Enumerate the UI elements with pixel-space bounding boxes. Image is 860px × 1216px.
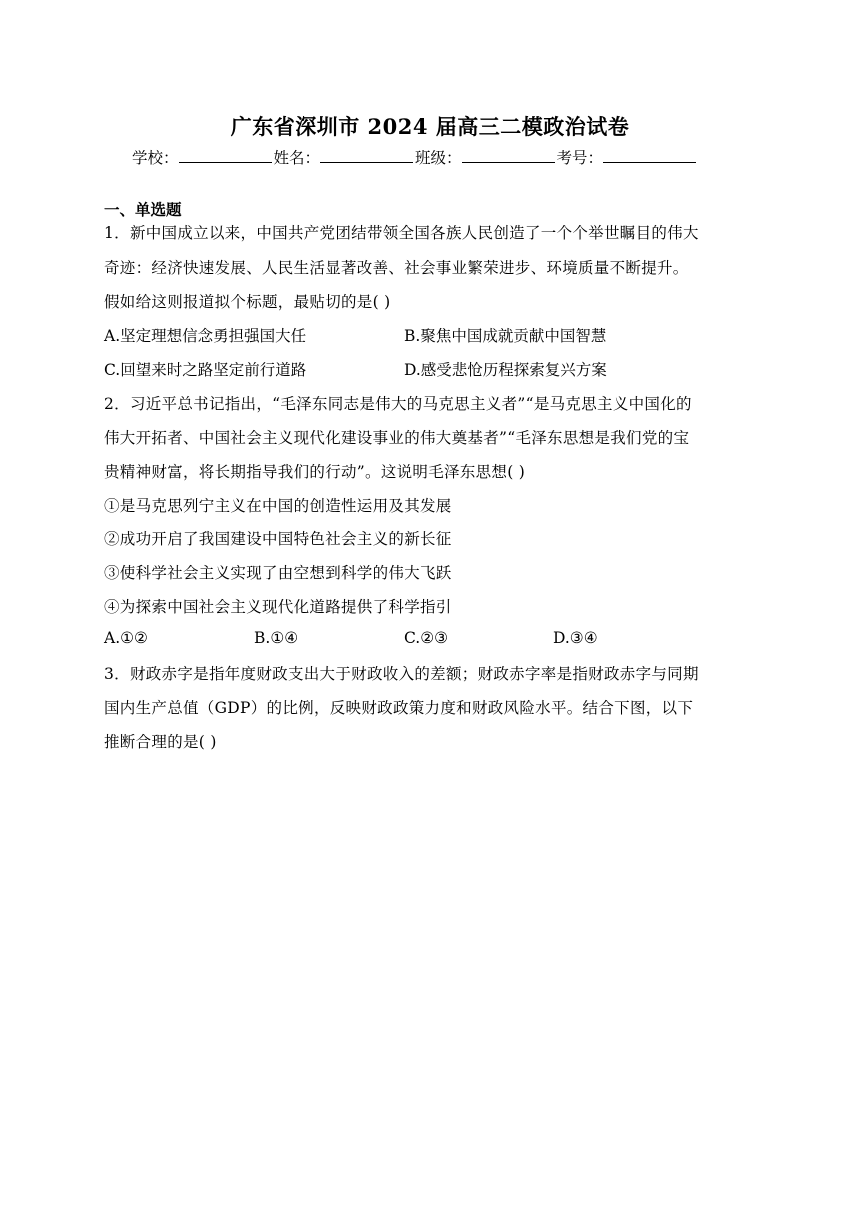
- q1-line-3: 假如给这则报道拟个标题，最贴切的是( ): [104, 293, 391, 311]
- q1-line-2: 奇迹：经济快速发展、人民生活显著改善、社会事业繁荣进步、环境质量不断提升。: [104, 259, 689, 277]
- q1-line-1: 1．新中国成立以来，中国共产党团结带领全国各族人民创造了一个个举世瞩目的伟大: [104, 224, 699, 242]
- q1-option-d: D.感受悲怆历程探索复兴方案: [404, 361, 607, 379]
- q2-option-d: D.③④: [553, 629, 598, 647]
- exam-title: 广东省深圳市 2024 届高三二模政治试卷: [230, 114, 630, 139]
- q2-statement-1: ①是马克思列宁主义在中国的创造性运用及其发展: [104, 497, 452, 515]
- q2-line-3: 贵精神财富，将长期指导我们的行动”。这说明毛泽东思想( ): [104, 463, 526, 481]
- q3-line-2: 国内生产总值（GDP）的比例，反映财政政策力度和财政风险水平。结合下图，以下: [104, 699, 694, 717]
- school-label: 学校：: [132, 149, 179, 167]
- q2-line-1: 2．习近平总书记指出，“毛泽东同志是伟大的马克思主义者”“是马克思主义中国化的: [104, 395, 692, 413]
- name-label: 姓名：: [273, 149, 321, 167]
- class-blank: [462, 148, 555, 163]
- q2-option-c: C.②③: [404, 629, 449, 647]
- q2-statement-2: ②成功开启了我国建设中国特色社会主义的新长征: [104, 530, 452, 548]
- section-heading: 一、单选题: [104, 200, 182, 219]
- q3-line-1: 3．财政赤字是指年度财政支出大于财政收入的差额；财政赤字率是指财政赤字与同期: [104, 665, 699, 683]
- school-blank: [179, 148, 272, 163]
- class-label: 班级：: [415, 149, 462, 167]
- exam-no-label: 考号：: [556, 149, 604, 167]
- q1-option-b: B.聚焦中国成就贡献中国智慧: [404, 327, 607, 345]
- q2-statement-3: ③使科学社会主义实现了由空想到科学的伟大飞跃: [104, 564, 452, 582]
- q2-line-2: 伟大开拓者、中国社会主义现代化建设事业的伟大奠基者”“毛泽东思想是我们党的宝: [104, 429, 690, 447]
- q1-option-a: A.坚定理想信念勇担强国大任: [104, 327, 307, 345]
- name-blank: [320, 148, 413, 163]
- q2-statement-4: ④为探索中国社会主义现代化道路提供了科学指引: [104, 598, 452, 616]
- q2-option-b: B.①④: [254, 629, 299, 647]
- student-info-line: [132, 146, 732, 168]
- q3-line-3: 推断合理的是( ): [104, 733, 217, 751]
- exam-no-blank: [603, 148, 696, 163]
- q1-option-c: C.回望来时之路坚定前行道路: [104, 361, 307, 379]
- q2-option-a: A.①②: [104, 629, 148, 647]
